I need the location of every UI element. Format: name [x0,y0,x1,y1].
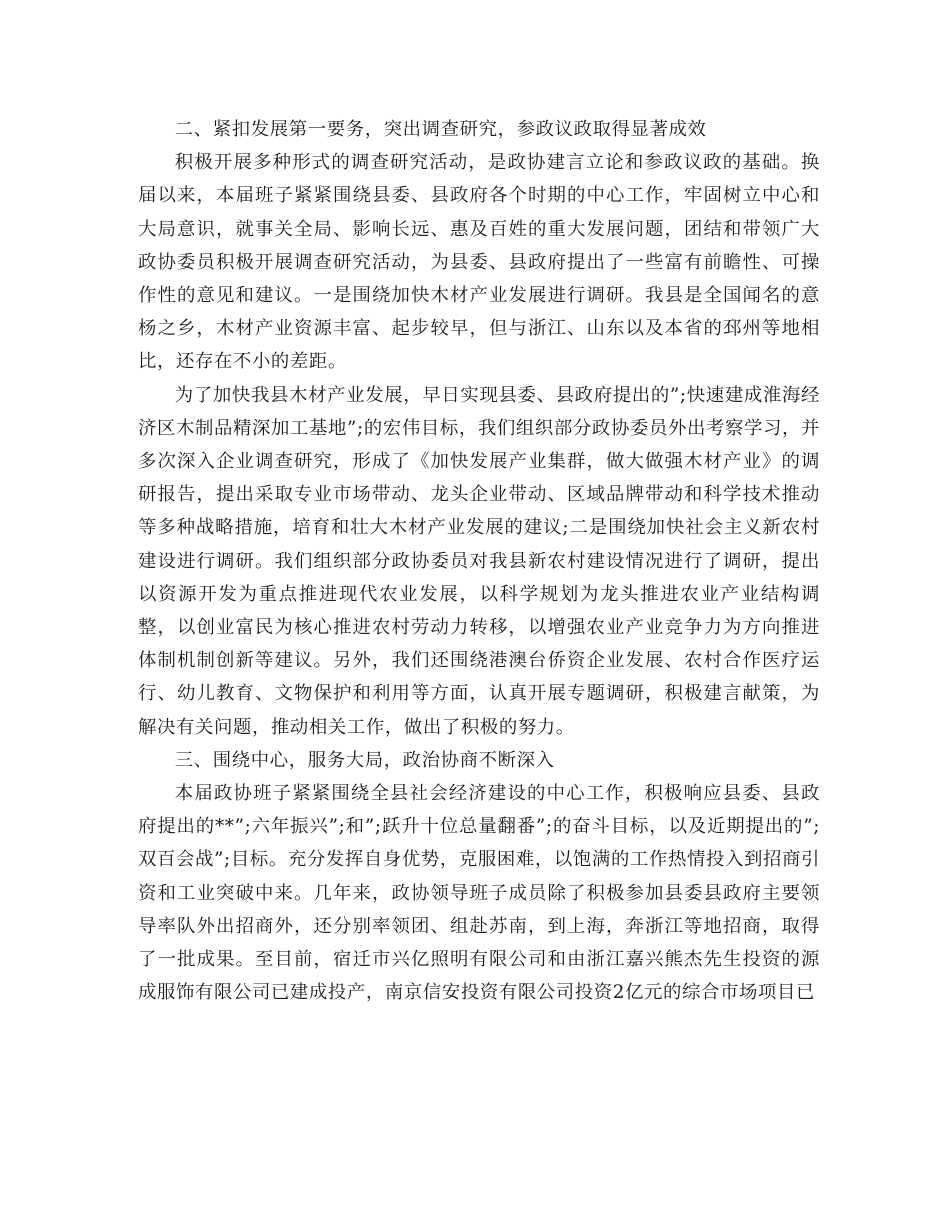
body-paragraph: 积极开展多种形式的调查研究活动，是政协建言立论和参政议政的基础。换届以来，本届班子紧紧围绕县委、县政府各个时期的中心工作，牢固树立中心和大局意识，就事关全局、影响长远、惠及百姓的重大发展问题，团结和带领广大政协委员积极开展调查研究活动，为县委、县政府提出了一些富有前瞻性、可操作性的意见和建议。一是围绕加快木材产业发展进行调研。我县是全国闻名的意杨之乡，木材产业资源丰富、起步较早，但与浙江、山东以及本省的邳州等地相比，还存在不小的差距。 [138,152,820,373]
body-paragraph: 为了加快我县木材产业发展，早日实现县委、县政府提出的”;快速建成淮海经济区木制品精深加工基地”;的宏伟目标，我们组织部分政协委员外出考察学习，并多次深入企业调查研究，形成了《加快发展产业集群，做大做强木材产业》的调研报告，提出采取专业市场带动、龙头企业带动、区域品牌带动和科学技术推动等多种战略措施，培育和壮大木材产业发展的建议;二是围绕加快社会主义新农村建设进行调研。我们组织部分政协委员对我县新农村建设情况进行了调研，提出以资源开发为重点推进现代农业发展，以科学规划为龙头推进农业产业结构调整，以创业富民为核心推进农村劳动力转移，以增强农业产业竞争力为方向推进体制机制创新等建议。另外，我们还围绕港澳台侨资企业发展、农村合作医疗运行、幼儿教育、文物保护和利用等方面，认真开展专题调研，积极建言献策，为解决有关问题，推动相关工作，做出了积极的努力。 [138,384,820,738]
body-paragraph: 本届政协班子紧紧围绕全县社会经济建设的中心工作，积极响应县委、县政府提出的**”;六年振兴”;和”;跃升十位总量翻番”;的奋斗目标，以及近期提出的”;双百会战”;目标。充分发挥自身优势，克服困难，以饱满的工作热情投入到招商引资和工业突破中来。几年来，政协领导班子成员除了积极参加县委县政府主要领导率队外出招商外，还分别率领团、组赴苏南，到上海，奔浙江等地招商，取得了一批成果。至目前，宿迁市兴亿照明有限公司和由浙江嘉兴熊杰先生投资的源成服饰有限公司已建成投产，南京信安投资有限公司投资2亿元的综合市场项目已 [138,783,820,1004]
document-body [138,113,820,1009]
section-heading-2: 二、紧扣发展第一要务，突出调查研究，参政议政取得显著成效 [174,119,707,140]
section-heading-3: 三、围绕中心，服务大局，政治协商不断深入 [174,749,555,771]
